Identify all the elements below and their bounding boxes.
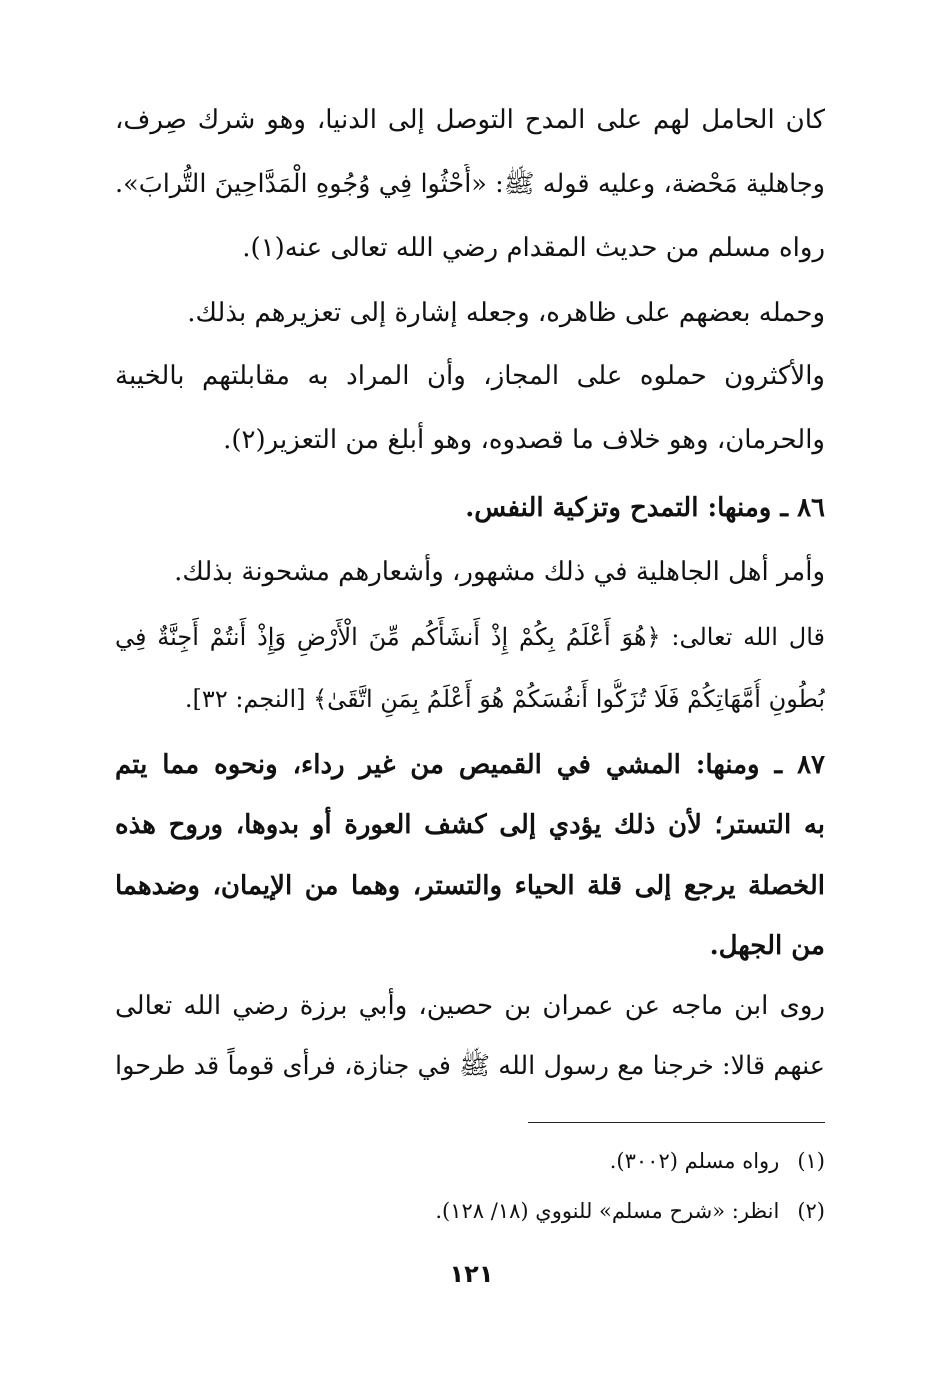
section-heading-87-cont: به التستر؛ لأن ذلك يؤدي إلى كشف العورة أو بدوها، وروح هذه <box>115 810 825 840</box>
text-line: روى ابن ماجه عن عمران بن حصين، وأبي برزة رضي الله تعالى <box>115 991 825 1021</box>
text-line: والأكثرون حملوه على المجاز، وأن المراد به مقابلتهم بالخيبة <box>115 361 825 391</box>
section-heading-86: ٨٦ ـ ومنها: التمدح وتزكية النفس. <box>465 493 825 523</box>
text-line: كان الحامل لهم على المدح التوصل إلى الدنيا، وهو شرك صِرف، <box>115 105 825 135</box>
footnote-text: رواه مسلم (٣٠٠٢). <box>609 1149 780 1173</box>
footnote-number: (١) <box>797 1149 825 1173</box>
text-line: والحرمان، وهو خلاف ما قصدوه، وهو أبلغ من التعزير(٢). <box>223 425 825 455</box>
text-line: عنهم قالا: خرجنا مع رسول الله ﷺ في جنازة، فرأى قوماً قد طرحوا <box>115 1051 825 1081</box>
text-line: رواه مسلم من حديث المقدام رضي الله تعالى عنه(١). <box>242 233 825 263</box>
quran-verse-line: قال الله تعالى: ﴿هُوَ أَعْلَمُ بِكُمْ إِذْ أَنشَأَكُم مِّنَ الْأَرْضِ وَإِذْ أَنتُمْ أَجِنَّةٌ فِي <box>115 623 825 651</box>
footnote-divider <box>528 1122 825 1123</box>
footnote-number: (٢) <box>797 1199 825 1223</box>
text-line: وحمله بعضهم على ظاهره، وجعله إشارة إلى تعزيرهم بذلك. <box>187 298 825 328</box>
page-number: ١٢١ <box>449 1260 494 1288</box>
footnote-text: انظر: «شرح مسلم» للنووي (١٨/ ١٢٨). <box>435 1199 780 1223</box>
footnote-2 <box>225 1196 825 1226</box>
text-line: وجاهلية مَحْضة، وعليه قوله ﷺ: «أُحْثُوا فِي وُجُوهِ الْمَدَّاحِينَ التُّرابَ». <box>115 169 825 199</box>
section-heading-87-cont: الخصلة يرجع إلى قلة الحياء والتستر، وهما من الإيمان، وضدهما <box>115 871 825 901</box>
text-line: وأمر أهل الجاهلية في ذلك مشهور، وأشعارهم مشحونة بذلك. <box>174 557 825 587</box>
section-heading-87-end: من الجهل. <box>709 931 825 961</box>
section-heading-87: ٨٧ ـ ومنها: المشي في القميص من غير رداء، ونحوه مما يتم <box>115 750 825 780</box>
footnote-1 <box>225 1146 825 1176</box>
quran-verse-line: بُطُونِ أُمَّهَاتِكُمْ فَلَا تُزَكُّوا أَنفُسَكُمْ هُوَ أَعْلَمُ بِمَنِ اتَّقَىٰ﴾ [النجم: ٣٢]. <box>184 685 825 713</box>
